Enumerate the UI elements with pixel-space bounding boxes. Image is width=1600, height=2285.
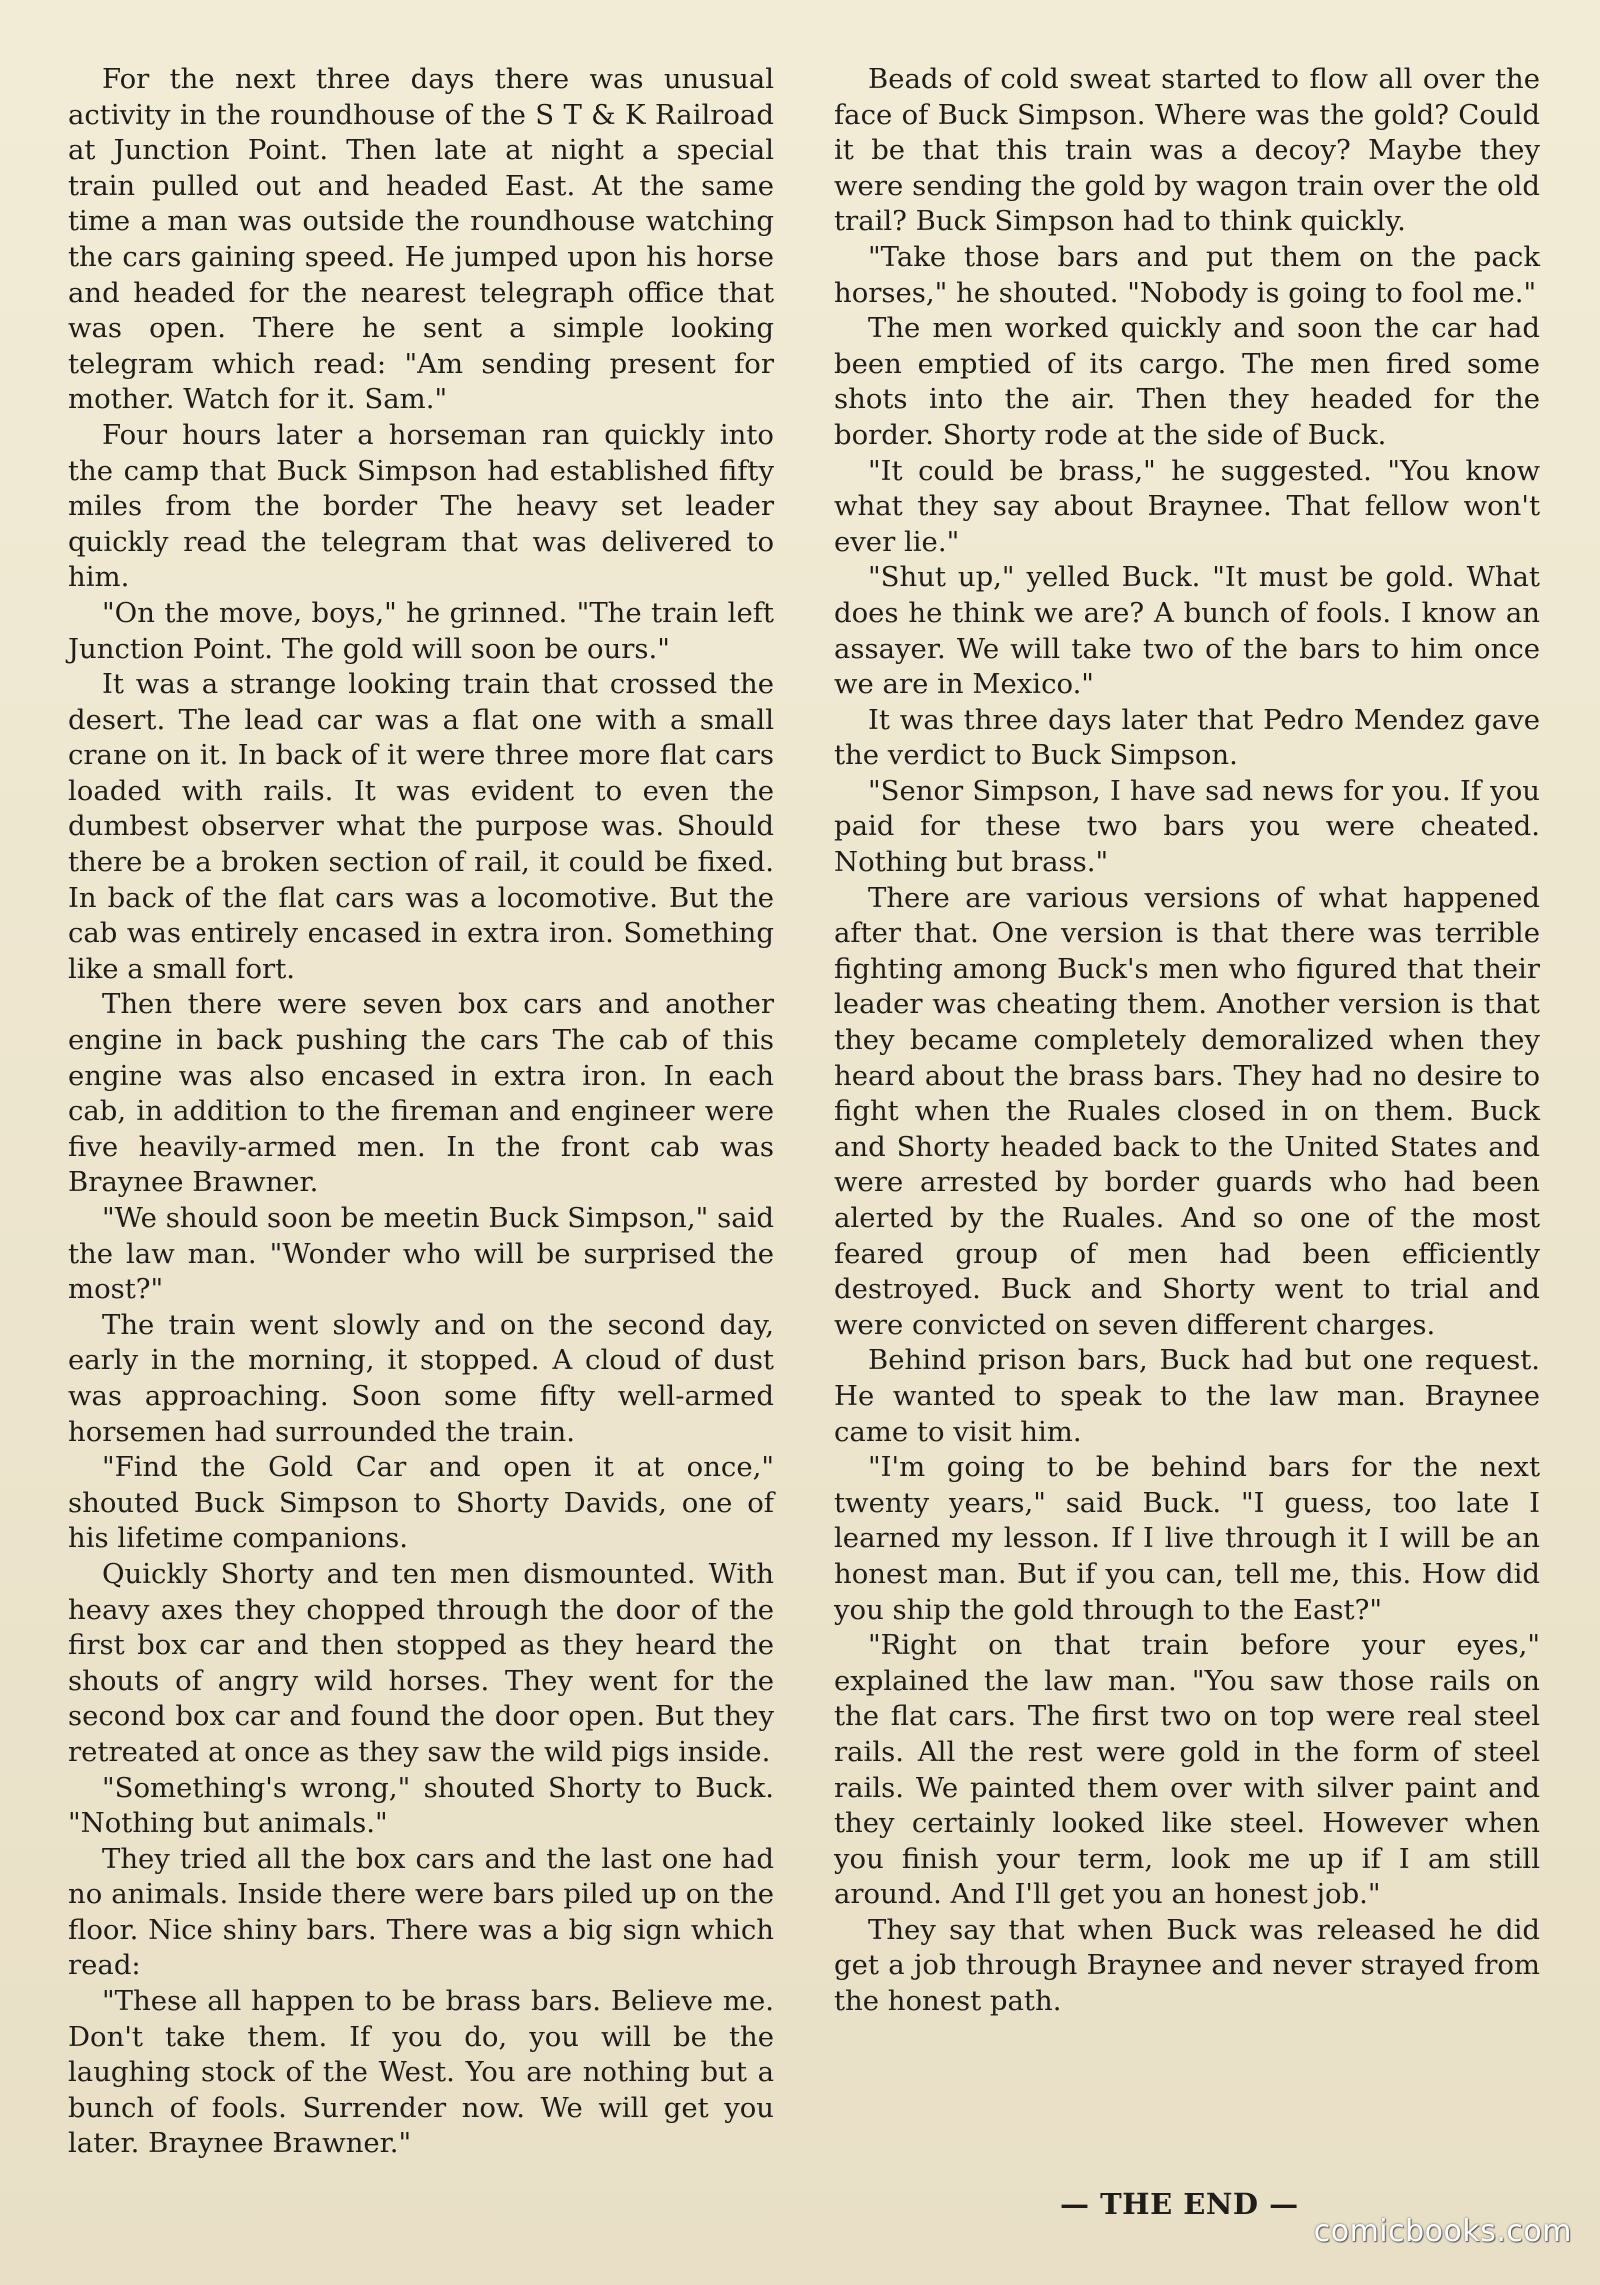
paragraph: "Find the Gold Car and open it at once," shouted Buck Simpson to Shorty Davids, one of his lifetime companions. bbox=[68, 1451, 774, 1555]
paragraph: "Something's wrong," shouted Shorty to Buck. "Nothing but animals." bbox=[68, 1771, 774, 1840]
paragraph: The train went slowly and on the second day, early in the morning, it stopped. A cloud of dust was approaching. Soon some fifty well-armed horsemen had surrounded the train. bbox=[68, 1308, 774, 1448]
paragraph: It was three days later that Pedro Mendez gave the verdict to Buck Simpson. bbox=[834, 703, 1540, 772]
paragraph: "Right on that train before your eyes," explained the law man. "You saw those rails on the flat cars. The first two on top were real steel rails. All the rest were gold in the form of steel rails. We painted them over with silver paint and they certainly looked like steel. However when you finish your term, look me up if I am still around. And I'll get you an honest job." bbox=[834, 1629, 1540, 1911]
paragraph: For the next three days there was unusual activity in the roundhouse of the S T & K Railroad at Junction Point. Then late at night a special train pulled out and headed East. At the same time a man was outside the roundhouse watching the cars gaining speed. He jumped upon his horse and headed for the nearest telegraph office that was open. There he sent a simple looking telegram which read: "Am sending present for mother. Watch for it. Sam." bbox=[68, 63, 774, 416]
site-watermark: comicbooks.com bbox=[1313, 2214, 1572, 2249]
the-end-marker: — THE END — bbox=[1060, 2187, 1299, 2221]
paragraph: Quickly Shorty and ten men dismounted. With heavy axes they chopped through the door of the first box car and then stopped as they heard the shouts of angry wild horses. They went for the second box car and found the door open. But they retreated at once as they saw the wild pigs inside. bbox=[68, 1557, 774, 1768]
paragraph: "I'm going to be behind bars for the next twenty years," said Buck. "I guess, too late I learned my lesson. If I live through it I will be an honest man. But if you can, tell me, this. How did you ship the gold through to the East?" bbox=[834, 1451, 1540, 1626]
paragraph: "It could be brass," he suggested. "You know what they say about Braynee. That fellow won't ever lie." bbox=[834, 454, 1540, 558]
paragraph: There are various versions of what happened after that. One version is that there was terrible fighting among Buck's men who figured that their leader was cheating them. Another version is that they became completely demoralized when they heard about the brass bars. They had no desire to fight when the Ruales closed in on them. Buck and Shorty headed back to the United States and were arrested by border guards who had been alerted by the Ruales. And so one of the most feared group of men had been efficiently destroyed. Buck and Shorty went to trial and were convicted on seven different charges. bbox=[834, 881, 1540, 1341]
paragraph: Then there were seven box cars and another engine in back pushing the cars The cab of this engine was also encased in extra iron. In each cab, in addition to the fireman and engineer were five heavily-armed men. In the front cab was Braynee Brawner. bbox=[68, 988, 774, 1199]
paragraph: They tried all the box cars and the last one had no animals. Inside there were bars piled up on the floor. Nice shiny bars. There was a big sign which read: bbox=[68, 1842, 774, 1982]
paragraph: "On the move, boys," he grinned. "The train left Junction Point. The gold will soon be ours." bbox=[68, 596, 774, 665]
paragraph: It was a strange looking train that crossed the desert. The lead car was a flat one with a small crane on it. In back of it were three more flat cars loaded with rails. It was evident to even the dumbest observer what the purpose was. Should there be a broken section of rail, it could be fixed. In back of the flat cars was a locomotive. But the cab was entirely encased in extra iron. Something like a small fort. bbox=[68, 668, 774, 985]
paragraph: Four hours later a horseman ran quickly into the camp that Buck Simpson had established fifty miles from the border The heavy set leader quickly read the telegram that was delivered to him. bbox=[68, 418, 774, 594]
paragraph: "Shut up," yelled Buck. "It must be gold. What does he think we are? A bunch of fools. I know an assayer. We will take two of the bars to him once we are in Mexico." bbox=[834, 561, 1540, 701]
paragraph: The men worked quickly and soon the car had been emptied of its cargo. The men fired some shots into the air. Then they headed for the border. Shorty rode at the side of Buck. bbox=[834, 312, 1540, 451]
paragraph: "Take those bars and put them on the pack horses," he shouted. "Nobody is going to fool me." bbox=[834, 240, 1540, 309]
right-text-column bbox=[834, 62, 1540, 2020]
paragraph: "We should soon be meetin Buck Simpson," said the law man. "Wonder who will be surprised the most?" bbox=[68, 1202, 774, 1306]
left-text-column bbox=[68, 62, 774, 2162]
paragraph: "These all happen to be brass bars. Believe me. Don't take them. If you do, you will be the laughing stock of the West. You are nothing but a bunch of fools. Surrender now. We will get you later. Braynee Brawner." bbox=[68, 1985, 774, 2160]
paragraph: They say that when Buck was released he did get a job through Braynee and never strayed from the honest path. bbox=[834, 1913, 1540, 2018]
paragraph: Beads of cold sweat started to flow all over the face of Buck Simpson. Where was the gold? Could it be that this train was a decoy? Maybe they were sending the gold by wagon train over the old trail? Buck Simpson had to think quickly. bbox=[834, 63, 1540, 238]
paragraph: "Senor Simpson, I have sad news for you. If you paid for these two bars you were cheated. Nothing but brass." bbox=[834, 774, 1540, 879]
paragraph: Behind prison bars, Buck had but one request. He wanted to speak to the law man. Braynee came to visit him. bbox=[834, 1344, 1540, 1448]
